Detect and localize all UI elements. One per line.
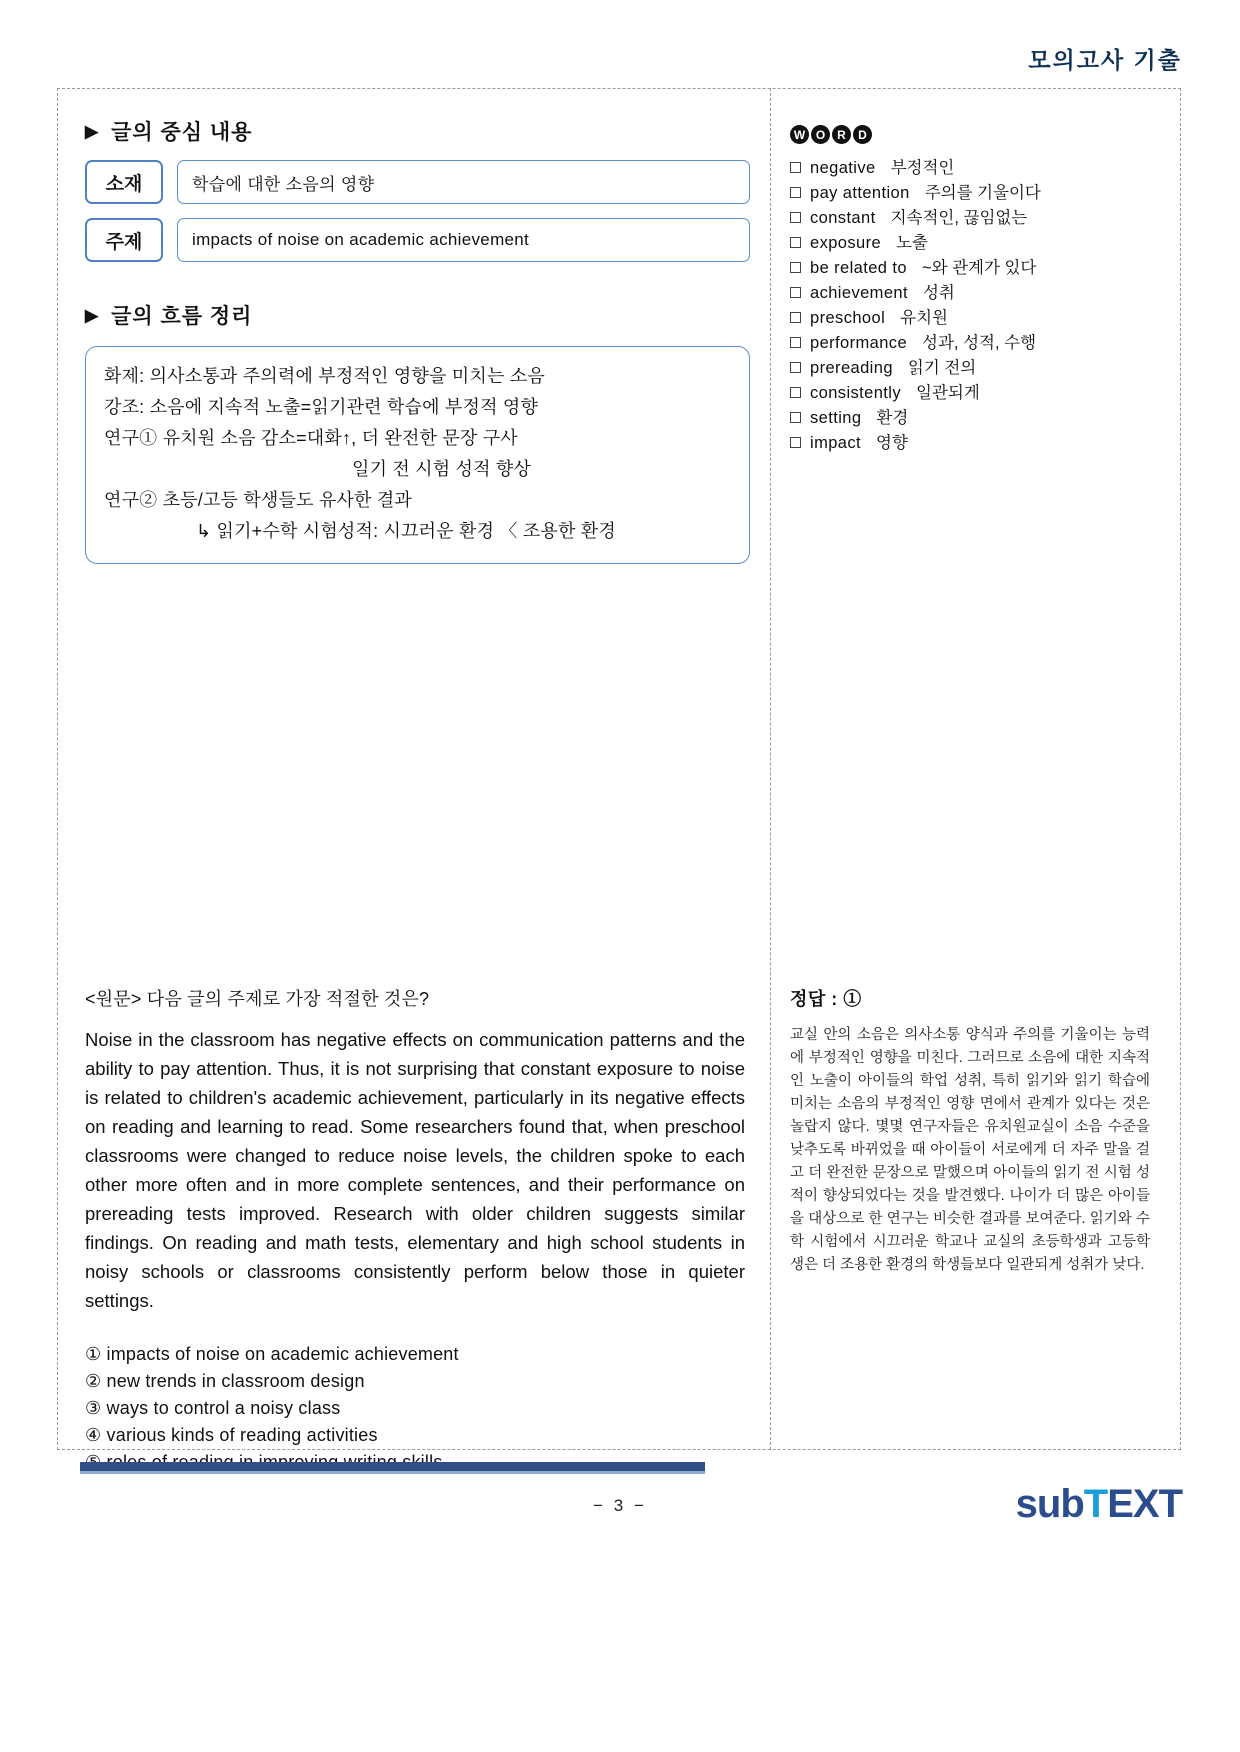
word-list-item[interactable]	[790, 281, 1160, 306]
checkbox-icon[interactable]	[790, 262, 801, 273]
checkbox-icon[interactable]	[790, 287, 801, 298]
word-ko: 성과, 성적, 수행	[922, 334, 1037, 352]
footer-bar	[80, 1462, 705, 1474]
word-en: achievement	[810, 284, 908, 302]
word-en: pay attention	[810, 184, 910, 202]
passage-block	[85, 985, 745, 1476]
section-main-idea-heading	[85, 116, 750, 146]
choice-item[interactable]: ④ various kinds of reading activities	[85, 1425, 378, 1445]
checkbox-icon[interactable]	[790, 312, 801, 323]
word-title-char: W	[790, 125, 809, 144]
checkbox-icon[interactable]	[790, 212, 801, 223]
word-ko: 주의를 기울이다	[924, 184, 1041, 202]
tag-value-jujae: impacts of noise on academic achievement	[177, 218, 750, 262]
logo-ext: EXT	[1107, 1482, 1182, 1526]
word-list-item[interactable]	[790, 406, 1160, 431]
flow-line: 연구② 초등/고등 학생들도 유사한 결과	[104, 490, 413, 510]
section-main-idea-title: 글의 중심 내용	[111, 121, 253, 144]
answer-translation: 교실 안의 소음은 의사소통 양식과 주의를 기울이는 능력에 부정적인 영향을 미친다. 그러므로 소음에 대한 지속적인 노출이 아이들의 학업 성취, 특히 읽기와 읽기 학습에 미치는 소음의 부정적인 영향 면에서 관계가 있다는 것은 놀랍지 않다. 몇몇 연구자들은 유치원교실이 소음 수준을 낮추도록 바뀌었을 때 아이들이 서로에게 더 자주 말을 걸고 더 완전한 문장으로 말했으며 아이들의 읽기 전 시험 성적이 향상되었다는 것을 발견했다. 나이가 더 많은 아이들을 대상으로 한 연구는 비슷한 결과를 보여준다. 읽기와 수학 시험에서 시끄러운 학교나 교실의 초등학생과 고등학생은 더 조용한 환경의 학생들보다 일관되게 성취가 낮다.	[790, 1027, 1150, 1273]
flow-line: ↳ 읽기+수학 시험성적: 시끄러운 환경 〈 조용한 환경	[196, 521, 616, 541]
flow-line: 화제: 의사소통과 주의력에 부정적인 영향을 미치는 소음	[104, 366, 545, 386]
word-en: setting	[810, 409, 862, 427]
word-en: constant	[810, 209, 876, 227]
word-ko: 지속적인, 끊임없는	[890, 209, 1028, 227]
column-divider	[770, 88, 771, 1450]
word-ko: 부정적인	[890, 159, 955, 177]
tag-label-jujae: 주제	[85, 218, 163, 262]
word-title-char: R	[832, 125, 851, 144]
passage-text: Noise in the classroom has negative effects on communication patterns and the ability to pay attention. Thus, it is not surprising that constant exposure to noise is related to children's academic achievement, particularly in its negative effects on reading and learning to read. Some researchers found that, when preschool classrooms were changed to reduce noise levels, the children spoke to each other more often and in more complete sentences, and their performance on prereading tests improved. Research with older children suggests similar findings. On reading and math tests, elementary and high school students in noisy schools or classrooms consistently perform below those in quieter settings.	[85, 1029, 745, 1311]
word-list-item[interactable]	[790, 256, 1160, 281]
word-ko: 노출	[896, 234, 928, 252]
answer-block	[790, 985, 1150, 1277]
checkbox-icon[interactable]	[790, 412, 801, 423]
choice-item[interactable]: ③ ways to control a noisy class	[85, 1398, 341, 1418]
word-ko: 영향	[876, 434, 908, 452]
page-number: − 3 −	[593, 1496, 647, 1515]
word-ko: 성취	[922, 284, 955, 302]
flow-line: 강조: 소음에 지속적 노출=읽기관련 학습에 부정적 영향	[104, 397, 539, 417]
word-list-item[interactable]	[790, 431, 1160, 456]
section-flow-heading	[85, 300, 750, 330]
word-list-item[interactable]	[790, 206, 1160, 231]
word-list-item[interactable]	[790, 231, 1160, 256]
flow-summary-box	[85, 346, 750, 564]
word-list-item[interactable]	[790, 306, 1160, 331]
checkbox-icon[interactable]	[790, 187, 801, 198]
tag-value-sojae: 학습에 대한 소음의 영향	[177, 160, 750, 204]
word-en: be related to	[810, 259, 907, 277]
word-list-item[interactable]	[790, 156, 1160, 181]
word-list	[790, 156, 1160, 456]
answer-label: 정답 : ①	[790, 989, 862, 1009]
word-list-item[interactable]	[790, 181, 1160, 206]
choice-item[interactable]: ① impacts of noise on academic achievement	[85, 1344, 459, 1364]
checkbox-icon[interactable]	[790, 237, 801, 248]
left-column	[85, 110, 750, 564]
triangle-bullet-icon-2: ▶	[85, 305, 100, 325]
logo-t: T	[1083, 1482, 1108, 1526]
word-en: preschool	[810, 309, 886, 327]
word-list-item[interactable]	[790, 381, 1160, 406]
word-section-title	[790, 125, 1160, 144]
triangle-bullet-icon: ▶	[85, 121, 100, 141]
main-idea-row-theme	[85, 218, 750, 262]
word-en: prereading	[810, 359, 893, 377]
question-prompt: <원문> 다음 글의 주제로 가장 적절한 것은?	[85, 989, 430, 1009]
word-list-item[interactable]	[790, 356, 1160, 381]
word-list-item[interactable]	[790, 331, 1160, 356]
word-en: impact	[810, 434, 861, 452]
checkbox-icon[interactable]	[790, 437, 801, 448]
checkbox-icon[interactable]	[790, 337, 801, 348]
word-column	[790, 125, 1160, 456]
answer-choices	[85, 1341, 745, 1476]
word-en: performance	[810, 334, 908, 352]
word-ko: 유치원	[900, 309, 948, 327]
flow-line: 연구① 유치원 소음 감소=대화↑, 더 완전한 문장 구사	[104, 428, 518, 448]
word-en: consistently	[810, 384, 902, 402]
word-ko: 읽기 전의	[907, 359, 977, 377]
checkbox-icon[interactable]	[790, 387, 801, 398]
word-title-char: O	[811, 125, 830, 144]
word-title-char: D	[853, 125, 872, 144]
checkbox-icon[interactable]	[790, 162, 801, 173]
page-header-title: 모의고사 기출	[1028, 47, 1182, 73]
word-ko: 환경	[876, 409, 909, 427]
word-ko: ~와 관계가 있다	[921, 259, 1037, 277]
choice-item[interactable]: ② new trends in classroom design	[85, 1371, 365, 1391]
section-flow-title: 글의 흐름 정리	[111, 305, 253, 328]
brand-logo	[1016, 1482, 1182, 1527]
word-en: negative	[810, 159, 876, 177]
tag-label-sojae: 소재	[85, 160, 163, 204]
checkbox-icon[interactable]	[790, 362, 801, 373]
flow-line: 일기 전 시험 성적 향상	[352, 459, 532, 479]
word-en: exposure	[810, 234, 882, 252]
logo-sub: sub	[1015, 1482, 1084, 1526]
word-ko: 일관되게	[916, 384, 980, 402]
main-idea-row-topic	[85, 160, 750, 204]
